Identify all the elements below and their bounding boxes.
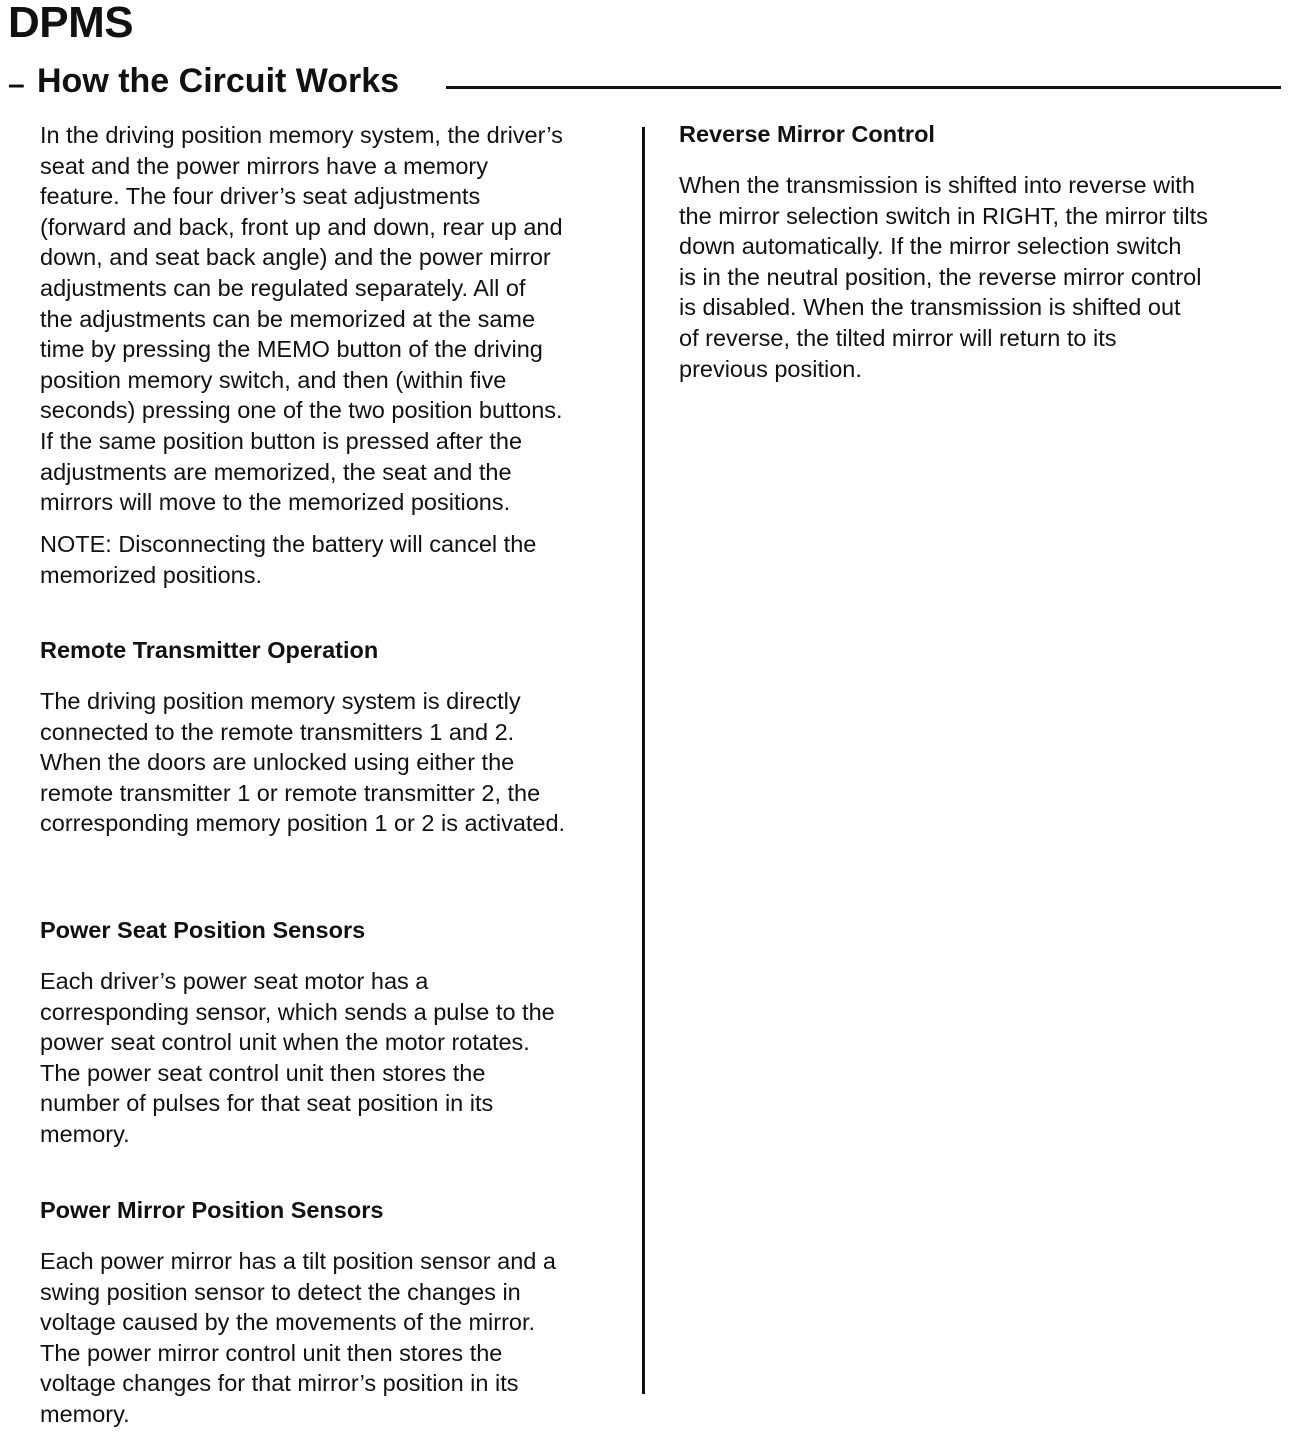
reverse-mirror-paragraph xyxy=(679,170,1208,384)
text-line: The power seat control unit then stores the xyxy=(40,1059,486,1086)
power-seat-heading: Power Seat Position Sensors xyxy=(40,917,366,943)
text-line: connected to the remote transmitters 1 and 2. xyxy=(40,718,515,745)
text-line: swing position sensor to detect the changes in xyxy=(40,1278,521,1305)
text-line: (forward and back, front up and down, rear up and xyxy=(40,213,563,240)
power-seat-paragraph xyxy=(40,966,555,1150)
text-line: corresponding sensor, which sends a pulse to the xyxy=(40,998,555,1025)
text-line: time by pressing the MEMO button of the driving xyxy=(40,336,543,363)
text-line: mirrors will move to the memorized positions. xyxy=(40,489,511,516)
text-line: voltage caused by the movements of the mirror. xyxy=(40,1309,536,1336)
text-line: the mirror selection switch in RIGHT, the mirror tilts xyxy=(679,202,1208,229)
text-line: corresponding memory position 1 or 2 is activated. xyxy=(40,810,566,837)
text-line: adjustments are memorized, the seat and the xyxy=(40,458,512,485)
text-line: previous position. xyxy=(679,355,862,382)
intro-paragraph xyxy=(40,120,563,518)
text-line: voltage changes for that mirror’s position in its xyxy=(40,1370,519,1397)
column-divider xyxy=(642,127,645,1394)
section-heading: How the Circuit Works xyxy=(37,62,400,100)
text-line: feature. The four driver’s seat adjustments xyxy=(40,183,481,210)
document-title: DPMS xyxy=(8,0,134,47)
remote-transmitter-paragraph xyxy=(40,686,565,839)
text-line: Each driver’s power seat motor has a xyxy=(40,968,429,994)
text-line: seat and the power mirrors have a memory xyxy=(40,152,488,179)
text-line: adjustments can be regulated separately. All of xyxy=(40,274,526,301)
text-line: down automatically. If the mirror selection switch xyxy=(679,233,1182,260)
text-line: NOTE: Disconnecting the battery will cancel the xyxy=(40,531,537,557)
text-line: In the driving position memory system, the driver’s xyxy=(40,122,563,148)
text-line: If the same position button is pressed after the xyxy=(40,427,523,454)
note-paragraph xyxy=(40,529,536,590)
text-line: memorized positions. xyxy=(40,561,263,588)
text-line: Each power mirror has a tilt position sensor and a xyxy=(40,1248,556,1274)
text-line: power seat control unit when the motor rotates. xyxy=(40,1029,530,1056)
text-line: The driving position memory system is directly xyxy=(40,688,521,714)
text-line: position memory switch, and then (within five xyxy=(40,366,507,393)
power-mirror-heading: Power Mirror Position Sensors xyxy=(40,1197,384,1223)
text-line: memory. xyxy=(40,1120,130,1147)
section-dash: – xyxy=(8,68,25,101)
text-line: When the transmission is shifted into reverse with xyxy=(679,172,1195,198)
text-line: memory. xyxy=(40,1400,130,1427)
text-line: down, and seat back angle) and the power mirror xyxy=(40,244,551,271)
reverse-mirror-heading: Reverse Mirror Control xyxy=(679,121,935,147)
text-line: seconds) pressing one of the two position buttons. xyxy=(40,397,563,424)
text-line: The power mirror control unit then stores the xyxy=(40,1339,503,1366)
text-line: is disabled. When the transmission is shifted out xyxy=(679,294,1181,321)
remote-transmitter-heading: Remote Transmitter Operation xyxy=(40,637,379,663)
power-mirror-paragraph xyxy=(40,1246,556,1430)
text-line: When the doors are unlocked using either the xyxy=(40,749,515,776)
text-line: is in the neutral position, the reverse mirror control xyxy=(679,263,1202,290)
text-line: number of pulses for that seat position in its xyxy=(40,1090,494,1117)
text-line: of reverse, the tilted mirror will return to its xyxy=(679,324,1117,351)
text-line: remote transmitter 1 or remote transmitter 2, the xyxy=(40,779,541,806)
text-line: the adjustments can be memorized at the same xyxy=(40,305,536,332)
heading-rule xyxy=(446,86,1281,89)
